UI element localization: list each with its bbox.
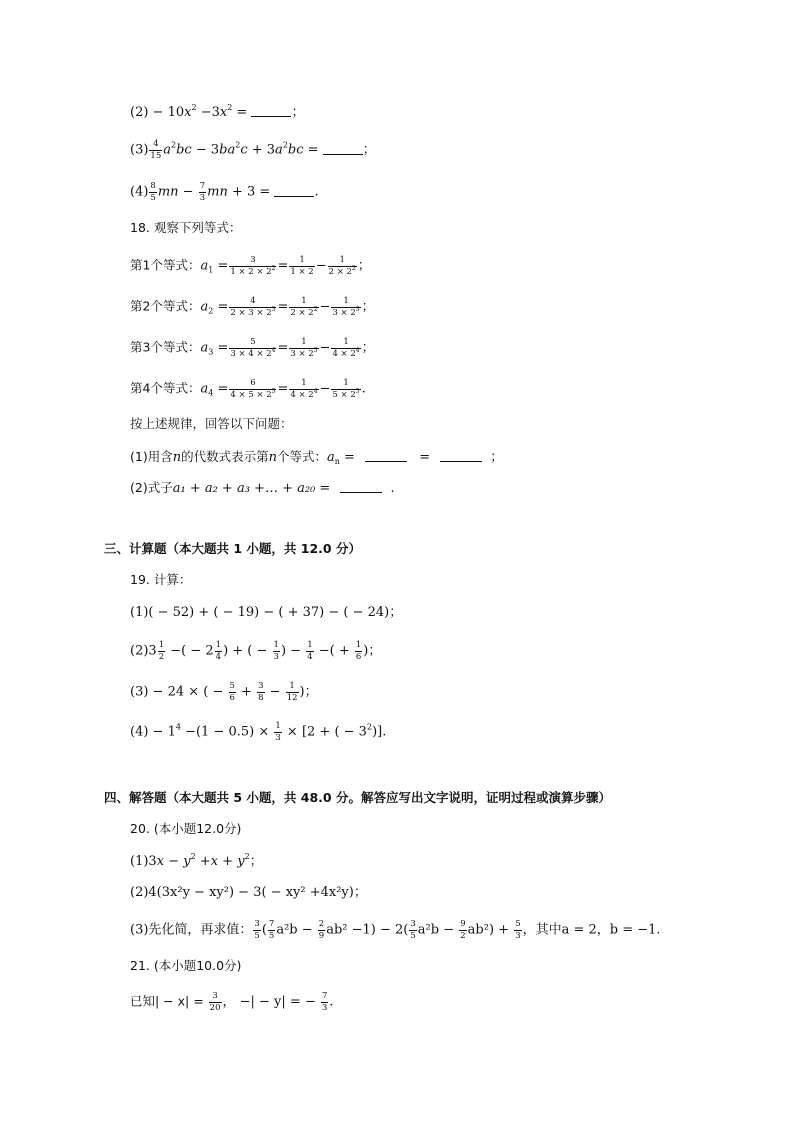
q18-part-1: (1)用含n的代数式表示第n个等式：$a_n$ = = ； [130, 449, 504, 466]
q21-title: 21. (本小题10.0分) [130, 958, 242, 973]
fraction: $\frac{8}{5}$ [150, 181, 156, 203]
q17-part-4: (4) $\frac{8}{5}$ mn − $\frac{7}{3}$ mn + 3 = . [130, 181, 319, 203]
q19-part-2: (2)3 $\frac{1}{2}$ −( − 2 $\frac{1}{4}$ ) + ( − $\frac{1}{3}$ ) − $\frac{1}{4}$ −( + $\frac{1}{6}$ )； [130, 640, 382, 662]
q18-equation-2: 第2个等式：$a_2$ = $\frac{4}{2 \times 3 \times 2^3}$ = $\frac{1}{2 \times 2^2}$ − $\frac{1}{3 \times 2^3}$ ； [130, 296, 375, 318]
fraction: $\frac{7}{3}$ [199, 181, 206, 203]
q19-title: 19. 计算： [130, 572, 192, 587]
q20-part-2: (2)4(3x²y − xy²) − 3( − xy² +4x²y)； [130, 885, 367, 900]
section-3-title: 三、计算题（本大题共 1 小题，共 12.0 分） [104, 541, 361, 556]
q17-part-2: $(2) - 10x^2 -3x^2$ = ； [130, 103, 305, 120]
q21-known: 已知| − x| = $\frac{3}{20}$ ， −| − y| = − $\frac{7}{3}$ . [130, 991, 334, 1013]
q19-part-1: (1)( − 52) + ( − 19) − ( + 37) − ( − 24)； [130, 605, 403, 620]
answer-blank[interactable] [323, 144, 363, 155]
q20-title: 20. (本小题12.0分) [130, 821, 242, 836]
answer-blank[interactable] [274, 186, 314, 197]
answer-blank[interactable] [365, 451, 407, 462]
q18-instruction: 按上述规律，回答以下问题： [130, 416, 293, 431]
q18-equation-1: 第1个等式：$a_1$ = $\frac{3}{1 \times 2 \times 2^2}$ = $\frac{1}{1 \times 2}$ − $\frac{1}{2 \times 2^2}$ ； [130, 255, 371, 277]
q19-part-3: (3) − 24 × ( − $\frac{5}{6}$ + $\frac{3}{8}$ − $\frac{1}{12}$ )； [130, 681, 318, 703]
answer-blank[interactable] [440, 451, 482, 462]
q18-part-2: (2)式子a₁ + a₂ + a₃ +… + a₂₀ = . [130, 480, 395, 496]
answer-blank[interactable] [340, 482, 382, 493]
answer-blank[interactable] [251, 106, 291, 117]
q18-equation-4: 第4个等式：$a_4$ = $\frac{6}{4 \times 5 \times 2^5}$ = $\frac{1}{4 \times 2^4}$ − $\frac{1}{5 \times 2^5}$ . [130, 378, 366, 400]
section-4-title: 四、解答题（本大题共 5 小题，共 48.0 分。解答应写出文字说明，证明过程或演算步骤） [104, 790, 611, 805]
q20-part-3: (3)先化简，再求值： $\frac{3}{5}$ ( $\frac{7}{5}$ a²b − $\frac{2}{9}$ ab² −1) − 2( $\frac{3}{5}$ a²b − $\frac{9}{2}$ ab²) + $\frac{5}{3}$ ，其中a = 2，b = −1. [130, 919, 661, 941]
q19-part-4: $(4) - 1^4 -(1 - 0.5)$ × $\frac{1}{3}$ × [2 + ( − $3^2$)]. [130, 721, 387, 743]
fraction: $\frac{4}{15}$ [150, 139, 162, 161]
q18-title: 18. 观察下列等式： [130, 220, 242, 235]
q18-equation-3: 第3个等式：$a_3$ = $\frac{5}{3 \times 4 \times 2^4}$ = $\frac{1}{3 \times 2^3}$ − $\frac{1}{4 \times 2^4}$ ； [130, 337, 375, 359]
q17-part-3: (3) $\frac{4}{15}$ $a^2bc - 3ba^2c + 3a^2bc$ = ； [130, 139, 376, 161]
q20-part-1: $(1)3x - y^2 +x + y^2$； [130, 852, 263, 869]
